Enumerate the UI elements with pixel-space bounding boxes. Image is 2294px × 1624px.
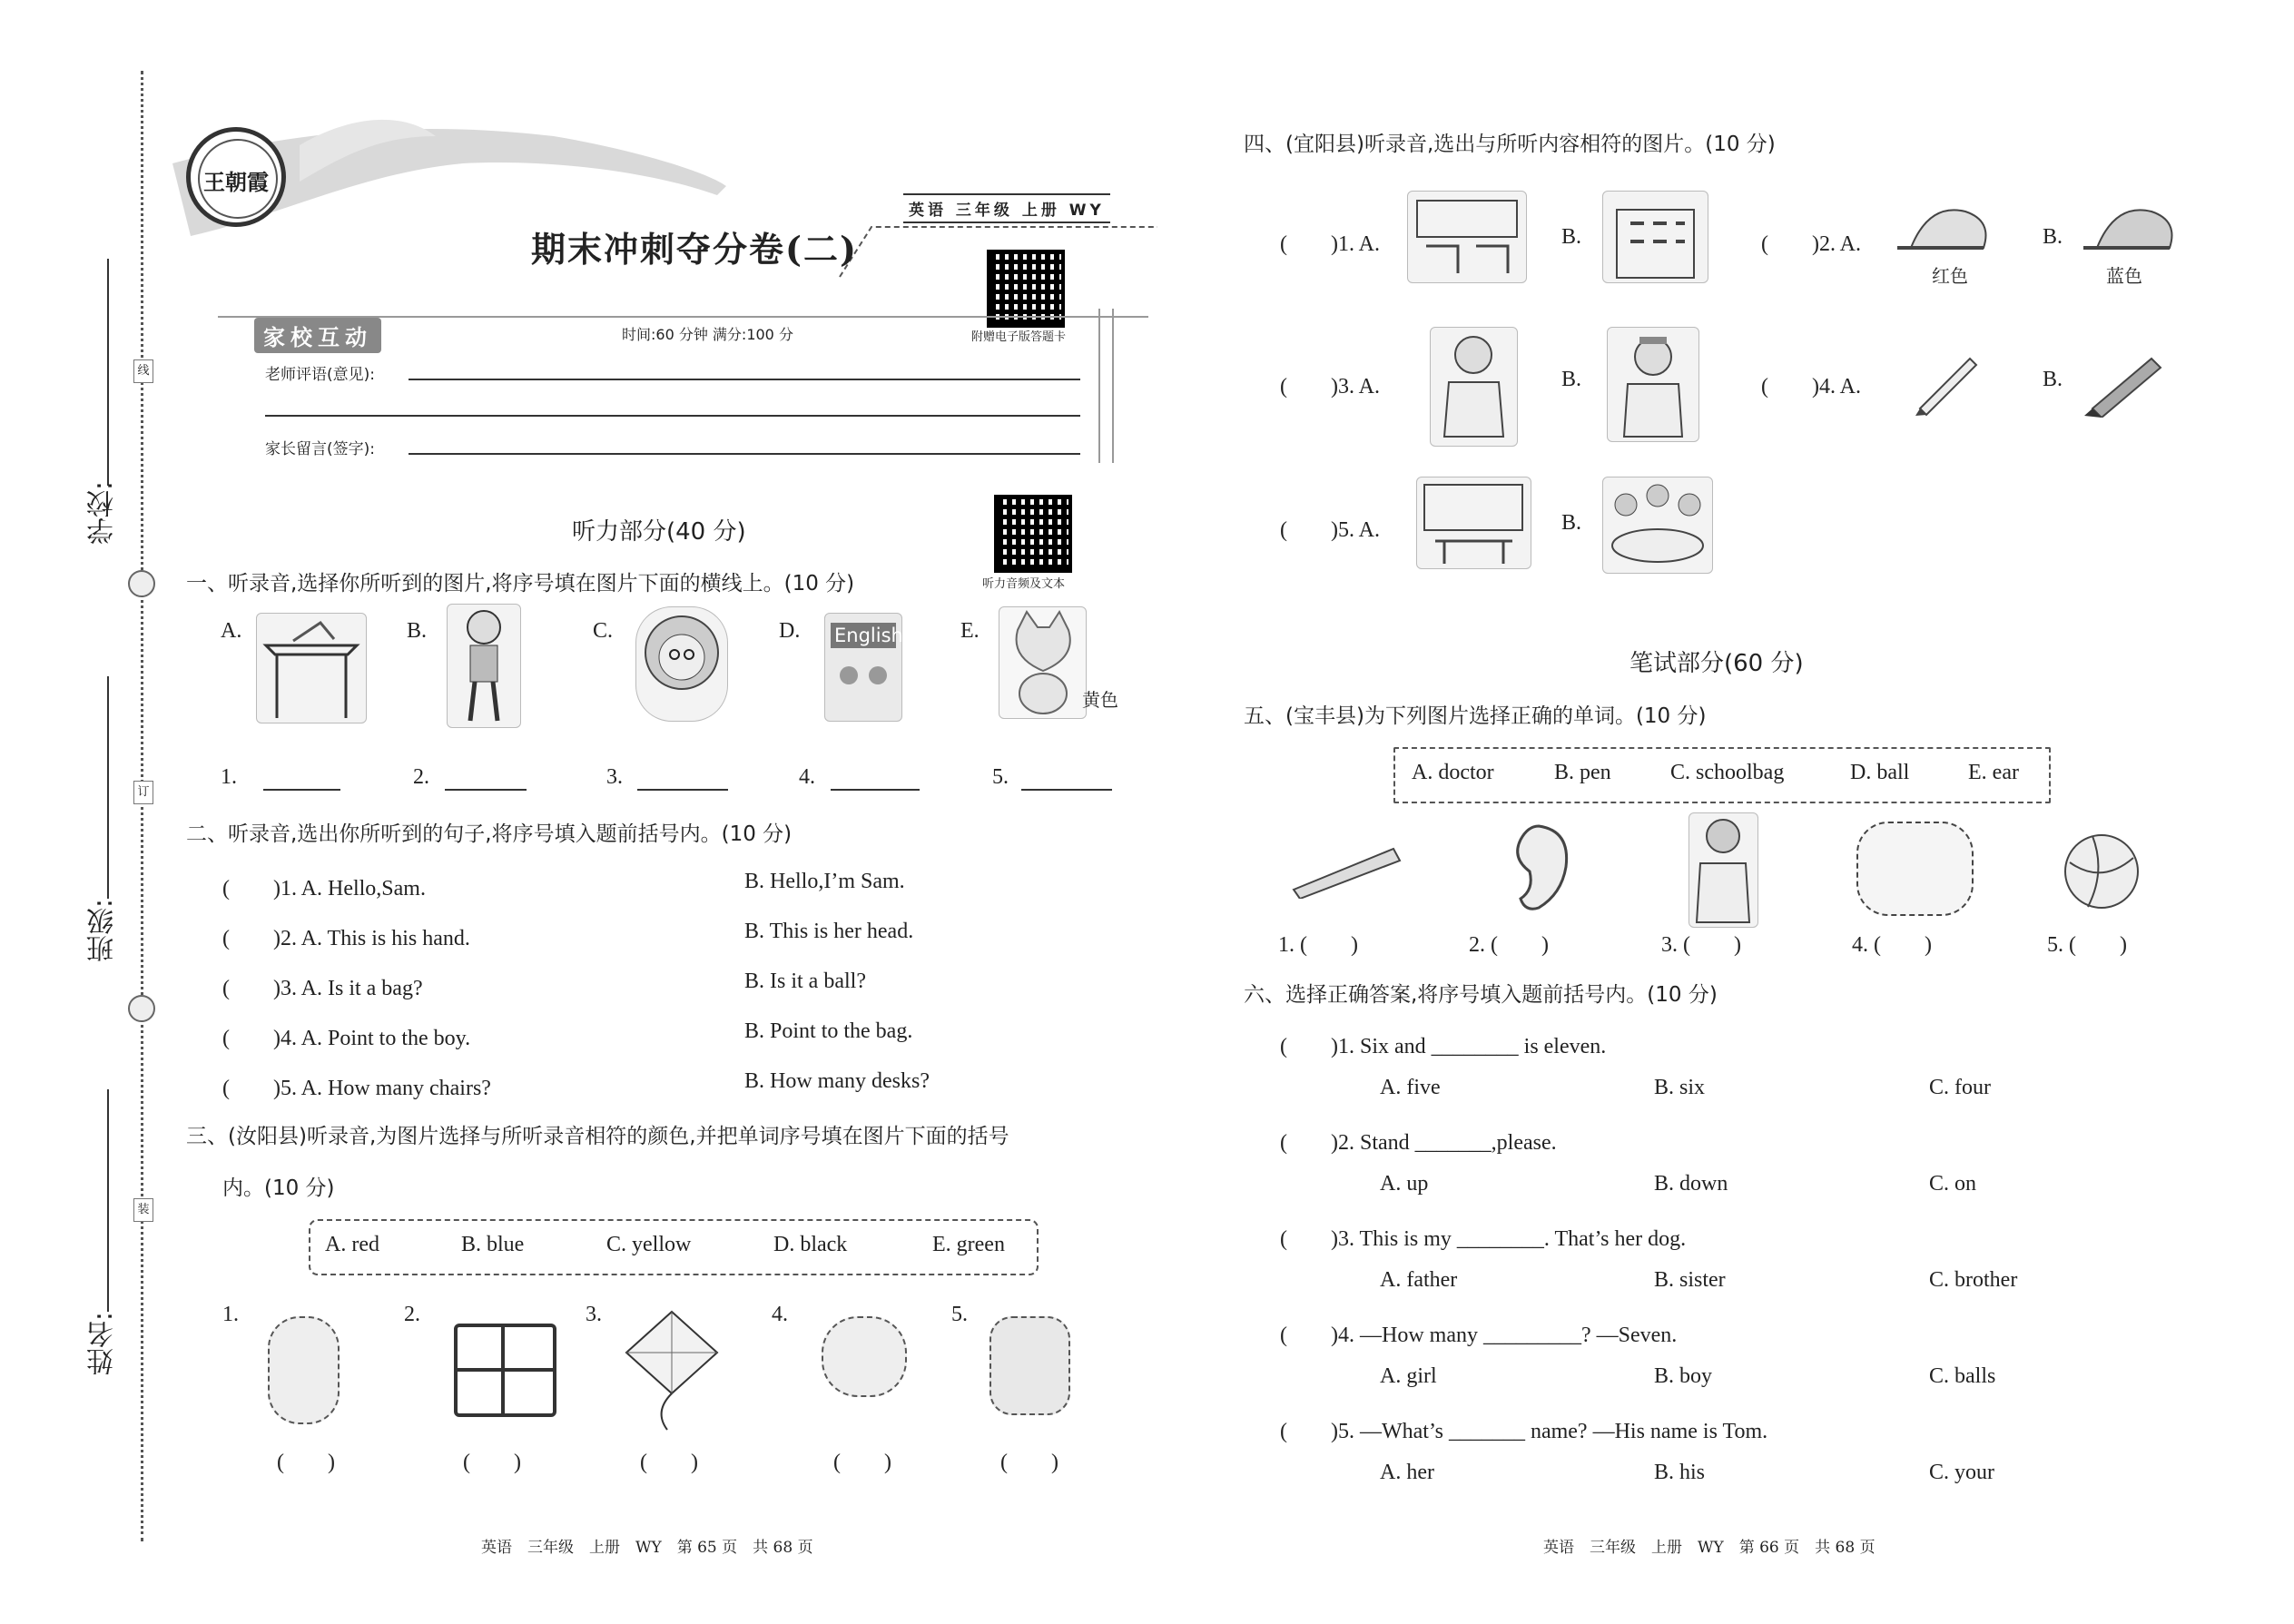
q3-word: E. green (932, 1233, 1005, 1256)
cap-blue-caption: 蓝色 (2106, 265, 2142, 287)
q6-option: C. brother (1929, 1268, 2018, 1292)
school-building-picture (1602, 191, 1708, 283)
bird-picture (822, 1316, 907, 1397)
q1-option-d: D. (779, 619, 801, 643)
q1-blank-label: 2. (413, 765, 429, 789)
q1-blank-3[interactable] (637, 788, 728, 791)
name-fill-line[interactable] (107, 1089, 109, 1312)
binding-hole (128, 570, 155, 597)
q6-option: A. up (1380, 1172, 1429, 1196)
book-text: English (831, 623, 896, 648)
seal-char: 订 (133, 781, 153, 804)
qr-code-audio[interactable] (994, 495, 1072, 573)
q4-row1-1a[interactable]: ( )1. A. (1280, 232, 1380, 256)
q3-word: C. yellow (606, 1233, 692, 1256)
teacher-comment-label: 老师评语(意见): (265, 366, 375, 384)
listening-heading: 听力部分(40 分) (572, 518, 746, 546)
class-fill-line[interactable] (107, 676, 109, 899)
footer-right: 英语 三年级 上册 WY 第 66 页 共 68 页 (1543, 1539, 1876, 1557)
page-title: 期末冲刺夺分卷(二) (531, 229, 858, 270)
footer-left: 英语 三年级 上册 WY 第 65 页 共 68 页 (481, 1539, 813, 1557)
q6-option: C. your (1929, 1461, 1994, 1484)
teacher-comment-line[interactable] (409, 378, 1080, 380)
q3-num: 5. (951, 1303, 968, 1326)
q1-option-b: B. (407, 619, 428, 643)
class-label: 班级: (87, 899, 119, 963)
logo-text: 王朝霞 (203, 169, 269, 195)
q6-option: A. father (1380, 1268, 1458, 1292)
q1-title: 一、听录音,选择你所听到的图片,将序号填在图片下面的横线上。(10 分) (186, 572, 855, 595)
q1-blank-2[interactable] (445, 788, 527, 791)
q6-option: B. six (1654, 1076, 1706, 1099)
rule (1112, 309, 1114, 463)
q6-option: C. four (1929, 1076, 1991, 1099)
q6-item-4[interactable]: ( )4. —How many _________? —Seven. (1280, 1324, 1678, 1347)
binding-hole (128, 995, 155, 1022)
q5-answer-2[interactable]: 2. ( ) (1469, 933, 1549, 957)
q3-word: A. red (325, 1233, 379, 1256)
q2-title: 二、听录音,选出你所听到的句子,将序号填入题前括号内。(10 分) (186, 822, 793, 846)
window-picture (454, 1324, 556, 1417)
cap-red-picture (1893, 198, 2002, 261)
qr2-caption: 听力音频及文本 (982, 577, 1066, 591)
seal-char: 装 (133, 1198, 153, 1222)
q3-bracket-4[interactable]: ( ) (833, 1451, 891, 1474)
nurse-picture (1607, 327, 1699, 442)
rule (1098, 309, 1100, 463)
parent-comment-label: 家长留言(签字): (265, 440, 375, 458)
q2-item-1-a[interactable]: ( )1. A. Hello,Sam. (222, 877, 426, 901)
q3-bracket-5[interactable]: ( ) (1000, 1451, 1058, 1474)
q6-option: A. five (1380, 1076, 1441, 1099)
q5-answer-4[interactable]: 4. ( ) (1852, 933, 1932, 957)
teacher-picture (1430, 327, 1518, 447)
q3-bracket-3[interactable]: ( ) (640, 1451, 698, 1474)
q4-row2-4a[interactable]: ( )4. A. (1761, 375, 1861, 399)
q5-word: A. doctor (1412, 761, 1494, 784)
seal-char: 线 (133, 359, 153, 383)
q6-option: B. boy (1654, 1364, 1713, 1388)
q6-option: C. on (1929, 1172, 1977, 1196)
q3-bracket-2[interactable]: ( ) (463, 1451, 521, 1474)
pen-picture (2079, 345, 2170, 418)
q1-option-c: C. (593, 619, 614, 643)
party-picture (1602, 477, 1713, 574)
parent-comment-line[interactable] (409, 452, 1080, 455)
classroom-picture (1407, 191, 1527, 283)
q5-word: E. ear (1968, 761, 2019, 784)
q2-item-2-b: B. This is her head. (744, 920, 914, 943)
time-score: 时间:60 分钟 满分:100 分 (622, 326, 793, 343)
q1-blank-4[interactable] (831, 788, 920, 791)
q4-row1-1b: B. (1561, 225, 1582, 249)
q3-title-cont: 内。(10 分) (222, 1176, 335, 1200)
q1-option-a: A. (221, 619, 242, 643)
q2-item-5-a[interactable]: ( )5. A. How many chairs? (222, 1077, 491, 1100)
q5-word: D. ball (1850, 761, 1910, 784)
q1-option-e: E. (960, 619, 980, 643)
q2-item-3-b: B. Is it a ball? (744, 969, 866, 993)
cap-blue-picture (2079, 198, 2188, 261)
binding-dotted-line (141, 71, 143, 1541)
logo-seal (186, 127, 286, 227)
q4-row1-2a[interactable]: ( )2. A. (1761, 232, 1861, 256)
q4-row3-5b: B. (1561, 511, 1582, 535)
q6-option: B. his (1654, 1461, 1706, 1484)
doctor-picture (1689, 812, 1758, 928)
q2-item-2-a[interactable]: ( )2. A. This is his hand. (222, 927, 470, 950)
q2-item-5-b: B. How many desks? (744, 1069, 930, 1093)
q3-num: 1. (222, 1303, 239, 1326)
cat-picture (999, 606, 1087, 719)
q6-option: C. balls (1929, 1364, 1996, 1388)
q4-row3-5a[interactable]: ( )5. A. (1280, 518, 1380, 542)
q6-option: B. sister (1654, 1268, 1726, 1292)
q1-blank-5[interactable] (1021, 788, 1112, 791)
desk-picture (256, 613, 367, 723)
q6-item-3[interactable]: ( )3. This is my ________. That’s her dog. (1280, 1227, 1687, 1251)
pencil-picture (1911, 345, 1984, 418)
family-school-badge: 家校互动 (254, 318, 381, 353)
ear-picture (1493, 822, 1575, 917)
q5-word: B. pen (1554, 761, 1611, 784)
q6-item-5[interactable]: ( )5. —What’s _______ name? —His name is Tom. (1280, 1420, 1768, 1443)
kite-picture (617, 1307, 726, 1434)
q4-row2-4b: B. (2043, 368, 2063, 391)
q3-num: 3. (586, 1303, 602, 1326)
q3-word: B. blue (461, 1233, 525, 1256)
qr1-caption: 附赠电子版答题卡 (971, 330, 1067, 344)
q4-title: 四、(宜阳县)听录音,选出与所听内容相符的图片。(10 分) (1244, 133, 1776, 156)
schoolbag-picture-q5 (1856, 822, 1974, 916)
teacher-comment-line-2[interactable] (265, 414, 1080, 417)
school-label: 学校: (87, 481, 119, 546)
q6-option: B. down (1654, 1172, 1728, 1196)
q3-num: 4. (772, 1303, 788, 1326)
ball-picture (2061, 831, 2142, 912)
q2-item-1-b: B. Hello,I’m Sam. (744, 870, 905, 893)
office-picture (1416, 477, 1531, 569)
q5-title: 五、(宝丰县)为下列图片选择正确的单词。(10 分) (1244, 704, 1707, 728)
q5-answer-1[interactable]: 1. ( ) (1278, 933, 1358, 957)
grandma-picture (635, 606, 728, 722)
q4-row2-3b: B. (1561, 368, 1582, 391)
q2-item-4-b: B. Point to the bag. (744, 1019, 913, 1043)
q1-blank-label: 5. (992, 765, 1009, 789)
q3-num: 2. (404, 1303, 420, 1326)
schoolbag-picture (989, 1316, 1070, 1415)
english-book-picture (824, 613, 902, 722)
q2-item-4-a[interactable]: ( )4. A. Point to the boy. (222, 1027, 471, 1050)
cat-color-label: 黄色 (1082, 689, 1118, 711)
q5-answer-5[interactable]: 5. ( ) (2047, 933, 2127, 957)
school-fill-line[interactable] (107, 259, 109, 486)
monster-picture (268, 1316, 340, 1424)
q1-blank-label: 3. (606, 765, 623, 789)
q3-word: D. black (773, 1233, 848, 1256)
name-label: 姓名: (87, 1312, 119, 1376)
q4-row1-2b: B. (2043, 225, 2063, 249)
q6-option: A. girl (1380, 1364, 1437, 1388)
written-heading: 笔试部分(60 分) (1629, 650, 1804, 677)
q1-blank-label: 1. (221, 765, 237, 789)
q2-item-3-a[interactable]: ( )3. A. Is it a bag? (222, 977, 423, 1000)
q6-title: 六、选择正确答案,将序号填入题前括号内。(10 分) (1244, 983, 1718, 1007)
q5-answer-3[interactable]: 3. ( ) (1661, 933, 1741, 957)
q6-item-1[interactable]: ( )1. Six and ________ is eleven. (1280, 1035, 1607, 1058)
q6-option: A. her (1380, 1461, 1434, 1484)
pen-picture-q5 (1289, 835, 1407, 899)
q1-blank-1[interactable] (263, 788, 340, 791)
q6-item-2[interactable]: ( )2. Stand _______,please. (1280, 1131, 1557, 1155)
q5-word: C. schoolbag (1670, 761, 1785, 784)
q3-title: 三、(汝阳县)听录音,为图片选择与所听录音相符的颜色,并把单词序号填在图片下面的括号 (186, 1125, 1009, 1148)
boy-picture (447, 604, 521, 728)
cap-red-caption: 红色 (1932, 265, 1968, 287)
q4-row2-3a[interactable]: ( )3. A. (1280, 375, 1380, 399)
q3-bracket-1[interactable]: ( ) (277, 1451, 335, 1474)
q1-blank-label: 4. (799, 765, 815, 789)
subject-line: 英语 三年级 上册 WY (903, 193, 1110, 223)
